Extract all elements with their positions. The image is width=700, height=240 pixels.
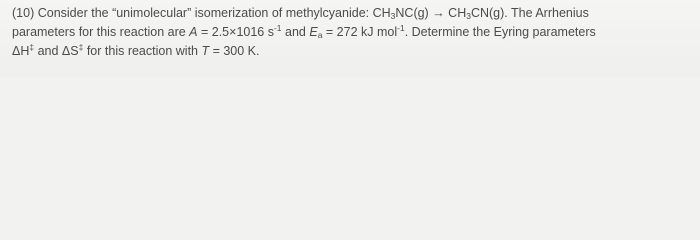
line2-A-value: = 2.5×1016 s bbox=[197, 25, 274, 39]
subscript: 3 bbox=[390, 11, 396, 21]
dagger: ‡ bbox=[29, 42, 35, 52]
problem-line-3 bbox=[12, 42, 700, 61]
line2-end: . Determine the Eyring parameters bbox=[404, 25, 596, 39]
subscript: 3 bbox=[466, 11, 471, 21]
line2-and: and bbox=[281, 25, 310, 39]
line3-and: and ΔS bbox=[34, 44, 79, 58]
symbol-dH: ΔH bbox=[12, 44, 30, 58]
symbol-E: E bbox=[309, 25, 318, 39]
subscript: a bbox=[317, 30, 323, 40]
problem-line-2 bbox=[12, 23, 700, 42]
problem-line-1 bbox=[12, 4, 700, 23]
problem-number: (10) bbox=[12, 6, 35, 20]
superscript: -1 bbox=[273, 23, 282, 33]
line1-text: Consider the “unimolecular” isomerization of methylcyanide: CH bbox=[37, 6, 391, 20]
dagger: ‡ bbox=[78, 42, 84, 52]
symbol-A: A bbox=[189, 25, 198, 39]
line2-Ea-value: = 272 kJ mol bbox=[322, 25, 398, 39]
line3-end: = 300 K. bbox=[209, 44, 260, 58]
line2-start: parameters for this reaction are bbox=[12, 25, 190, 39]
superscript: -1 bbox=[397, 23, 405, 33]
line3-mid: for this reaction with bbox=[83, 44, 202, 58]
line1-mid: NC(g) → CH bbox=[395, 6, 467, 20]
line1-end: CN(g). The Arrhenius bbox=[470, 6, 589, 20]
problem-text bbox=[0, 0, 700, 77]
symbol-T: T bbox=[201, 44, 210, 58]
